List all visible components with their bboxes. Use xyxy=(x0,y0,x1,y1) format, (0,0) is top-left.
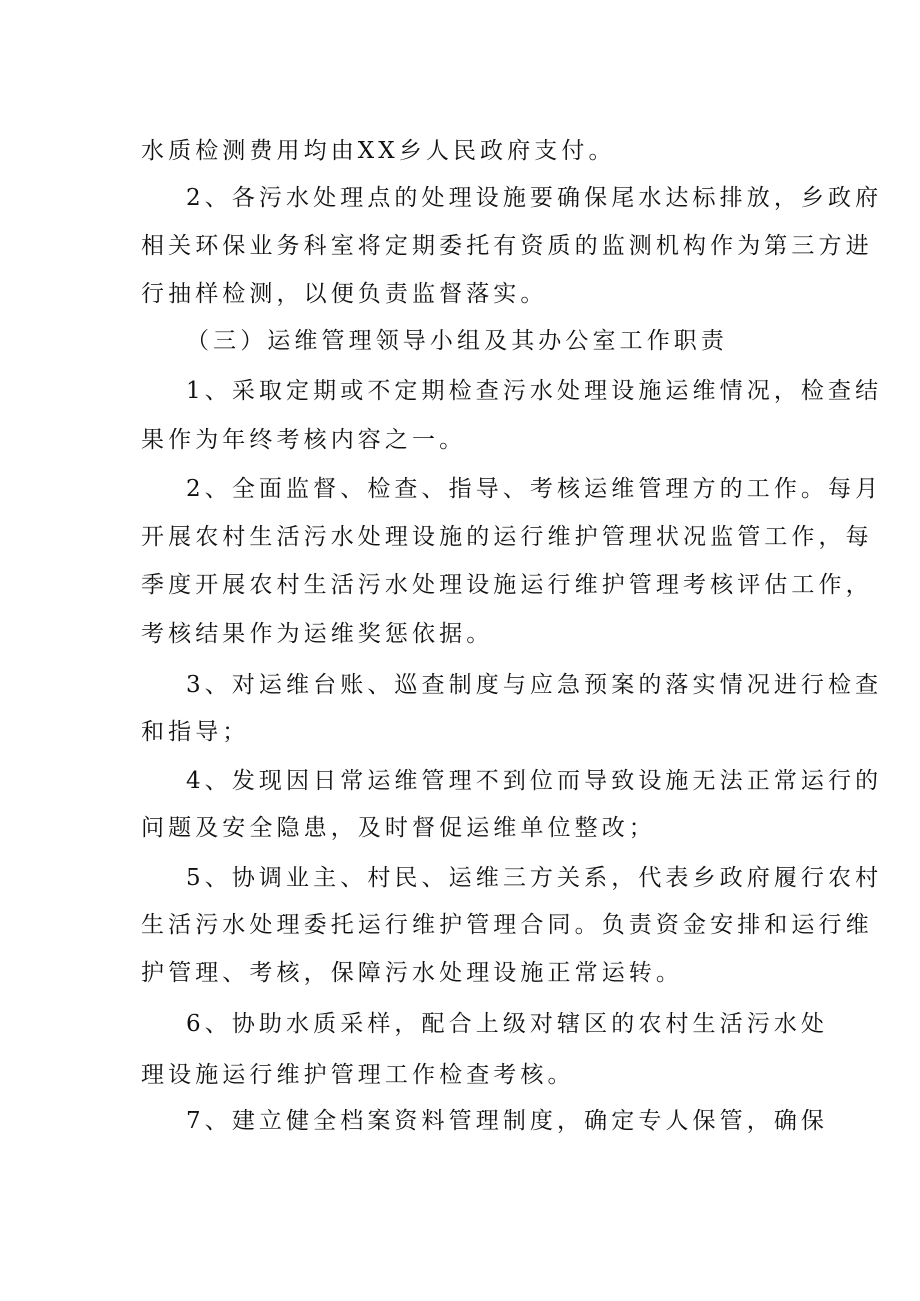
text-line: 4、发现因日常运维管理不到位而导致设施无法正常运行的 xyxy=(186,768,883,794)
section-heading: （三）运维管理领导小组及其办公室工作职责 xyxy=(186,328,728,354)
text-line: 行抽样检测，以便负责监督落实。 xyxy=(141,281,548,307)
text-line: 和指导； xyxy=(141,719,250,745)
text-line: 5、协调业主、村民、运维三方关系，代表乡政府履行农村 xyxy=(186,865,883,891)
text-line: 2、全面监督、检查、指导、考核运维管理方的工作。每月 xyxy=(186,476,883,502)
text-line: 护管理、考核，保障污水处理设施正常运转。 xyxy=(141,960,683,986)
text-line: 水质检测费用均由XX乡人民政府支付。 xyxy=(141,138,616,164)
text-line: 3、对运维台账、巡查制度与应急预案的落实情况进行检查 xyxy=(186,672,883,698)
text-line: 相关环保业务科室将定期委托有资质的监测机构作为第三方进 xyxy=(141,233,873,259)
text-line: 考核结果作为运维奖惩依据。 xyxy=(141,621,494,647)
text-line: 1、采取定期或不定期检查污水处理设施运维情况，检查结 xyxy=(186,378,883,404)
text-line: 生活污水处理委托运行维护管理合同。负责资金安排和运行维 xyxy=(141,912,873,938)
text-line: 开展农村生活污水处理设施的运行维护管理状况监管工作，每 xyxy=(141,524,873,550)
text-line: 问题及安全隐患，及时督促运维单位整改； xyxy=(141,815,656,841)
text-line: 7、建立健全档案资料管理制度，确定专人保管，确保 xyxy=(186,1108,829,1134)
text-line: 6、协助水质采样，配合上级对辖区的农村生活污水处 xyxy=(186,1011,829,1037)
text-line: 理设施运行维护管理工作检查考核。 xyxy=(141,1062,575,1088)
text-line: 果作为年终考核内容之一。 xyxy=(141,427,467,453)
text-line: 2、各污水处理点的处理设施要确保尾水达标排放，乡政府 xyxy=(186,185,883,211)
text-line: 季度开展农村生活污水处理设施运行维护管理考核评估工作， xyxy=(141,572,873,598)
